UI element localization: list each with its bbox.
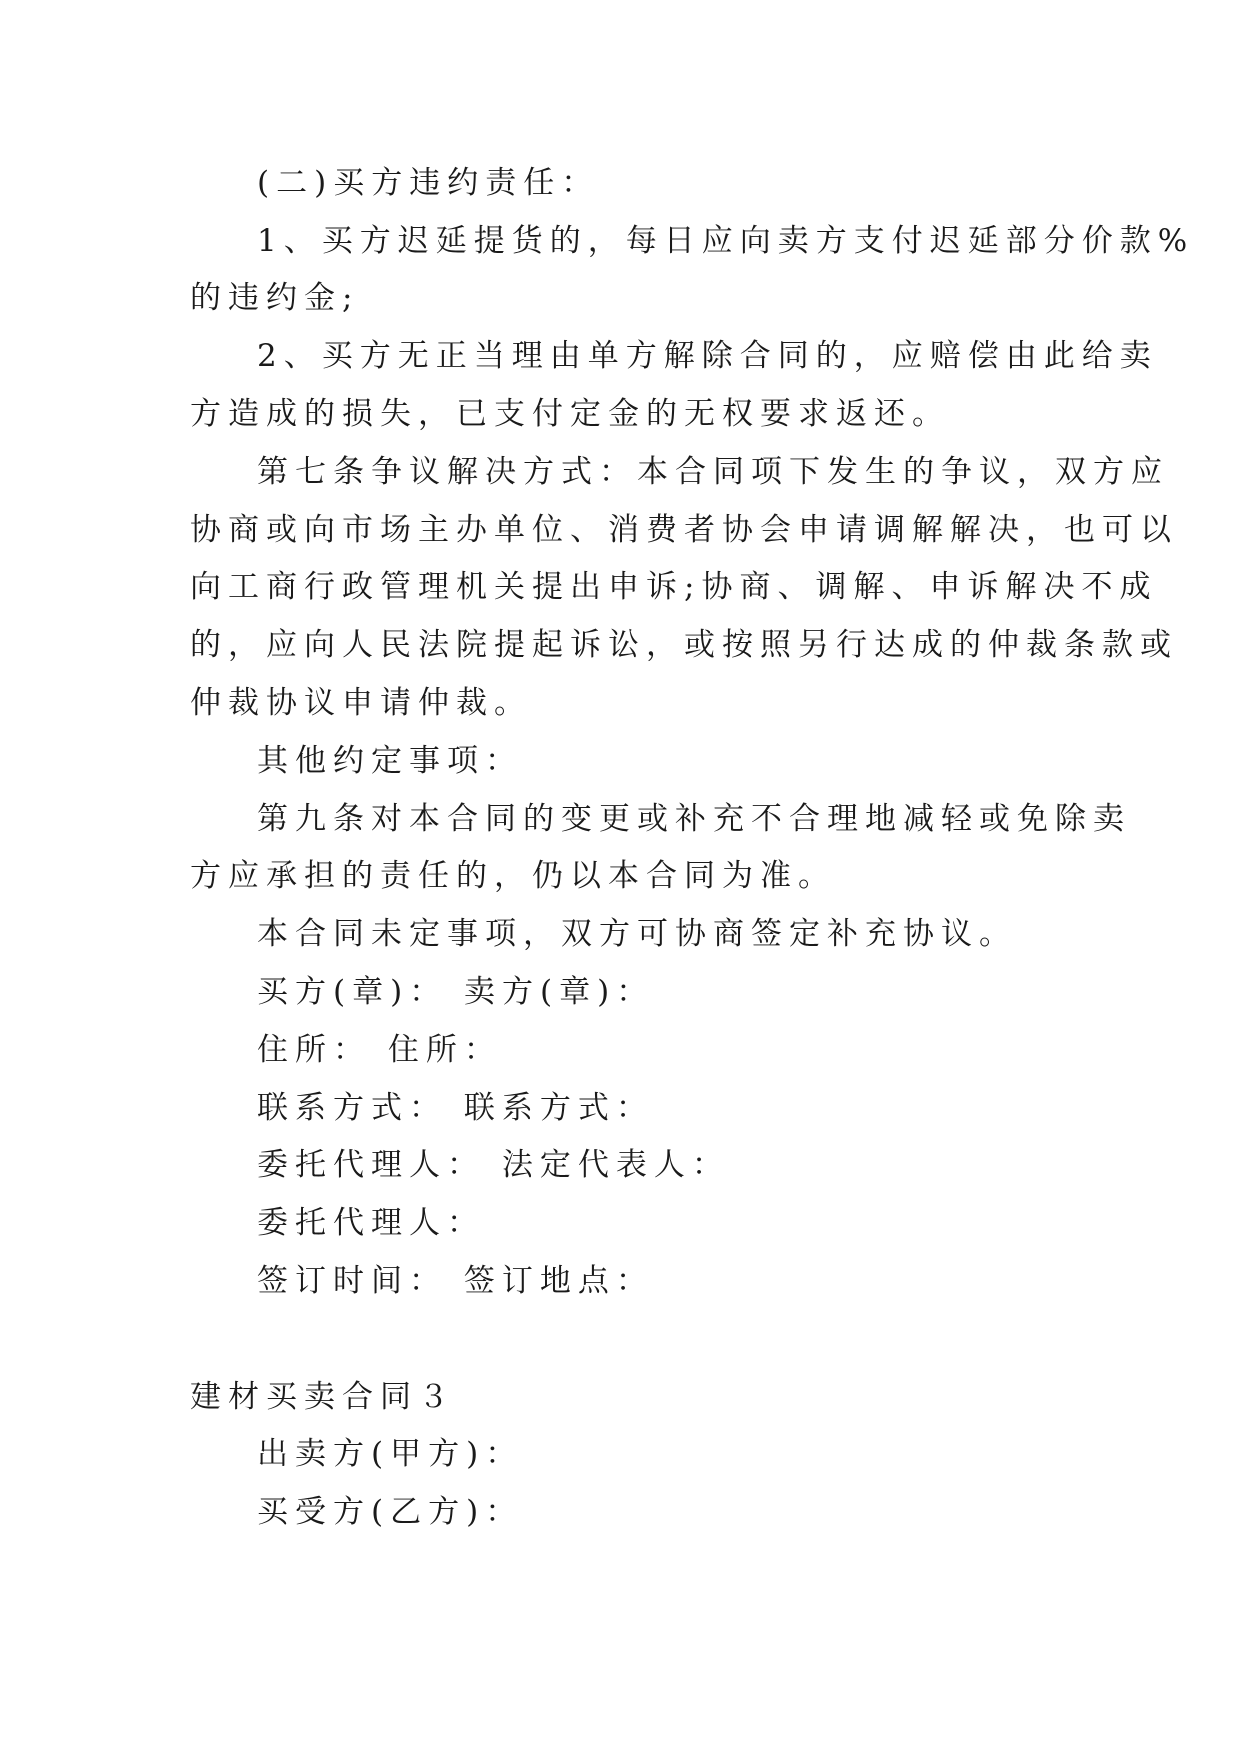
paragraph-line: 向工商行政管理机关提出申诉;协商、调解、申诉解决不成 [190,569,1158,605]
signature-field-seal: 买方(章)： 卖方(章)： [257,974,655,1010]
party-seller-field: 出卖方(甲方)： [257,1436,524,1472]
paragraph-line: 第七条争议解决方式：本合同项下发生的争议，双方应 [257,454,1169,490]
paragraph-line: 第九条对本合同的变更或补充不合理地减轻或免除卖 [257,801,1131,837]
paragraph-line: 仲裁协议申请仲裁。 [190,685,532,721]
paragraph-line: 的，应向人民法院提起诉讼，或按照另行达成的仲裁条款或 [190,627,1178,663]
paragraph-other-matters: 其他约定事项： [257,743,523,779]
paragraph-line: 协商或向市场主办单位、消费者协会申请调解解决，也可以 [190,512,1178,548]
paragraph-line: 方造成的损失，已支付定金的无权要求返还。 [190,396,950,432]
signature-field-date-place: 签订时间： 签订地点： [257,1263,654,1299]
paragraph-line: 2、买方无正当理由单方解除合同的，应赔偿由此给卖 [257,338,1158,374]
signature-field-contact: 联系方式： 联系方式： [257,1090,654,1126]
paragraph-line: 方应承担的责任的，仍以本合同为准。 [190,858,836,894]
paragraph-line: 本合同未定事项，双方可协商签定补充协议。 [257,916,1017,952]
signature-field-agent: 委托代理人： 法定代表人： [257,1147,730,1183]
paragraph-line: 1、买方迟延提货的，每日应向卖方支付迟延部分价款% [257,223,1195,259]
party-buyer-field: 买受方(乙方)： [257,1494,524,1530]
paragraph-line: 的违约金; [190,280,360,316]
signature-field-address: 住所： 住所： [257,1032,502,1068]
paragraph-buyer-liability-heading: (二)买方违约责任： [257,165,600,201]
section-title: 建材买卖合同３ [190,1379,456,1415]
signature-field-agent-2: 委托代理人： [257,1205,485,1241]
